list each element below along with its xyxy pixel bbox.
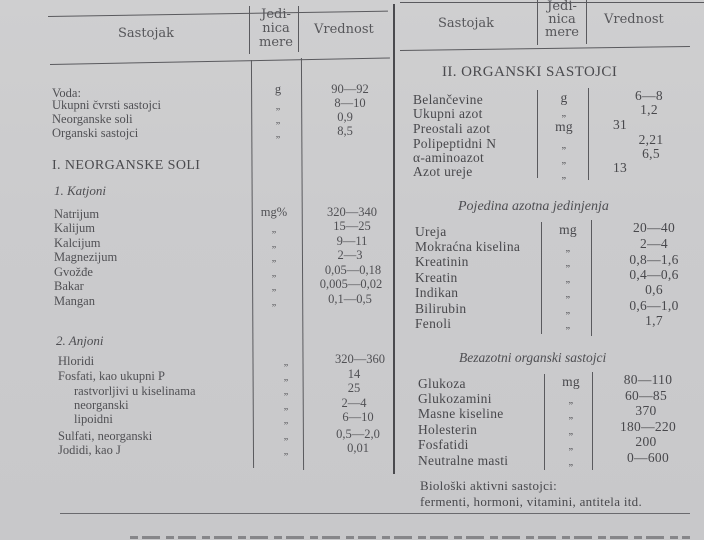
left-header-top-rule (48, 11, 388, 17)
table-row: rastvorljivi u kiselinama „ 25 (74, 381, 361, 398)
right-header-value: Vrednost (604, 12, 664, 27)
left-header-divider-2 (298, 6, 299, 52)
table-row: Hloridi „ 320—360 (58, 352, 385, 368)
table-row: Fosfati, kao ukupni P „ 14 (58, 366, 361, 383)
table-row: Magnezijum „ 2—3 (54, 248, 363, 264)
table-row: α-aminoazot „ 6,5 (413, 145, 660, 166)
table-row: Organski sastojci „ 8,5 (52, 124, 353, 140)
anions-rows (58, 352, 398, 457)
table-row: Kreatin „ 0,4—0,6 (415, 266, 679, 285)
table-row: Kreatinin „ 0,8—1,6 (415, 252, 679, 269)
table-row: Natrijum mg% 320—340 (54, 205, 377, 221)
section-title-inorganic: I. NEORGANSKE SOLI (52, 158, 201, 173)
cations-rows (54, 205, 394, 306)
right-header-bottom-rule (400, 46, 690, 51)
right-header-component: Sastojak (438, 16, 495, 31)
subsection-title-anions: 2. Anjoni (56, 333, 104, 348)
table-row: Kalijum „ 15—25 (54, 219, 371, 235)
right-header-unit: Jedi- nica mere (545, 0, 579, 40)
organic-rows (413, 90, 703, 181)
table-row: Voda: g 90—92 (52, 82, 369, 100)
table-row: Neutralne masti „ 0—600 (418, 449, 669, 468)
left-header-component: Sastojak (118, 26, 175, 41)
table-row: Bakar „ 0,005—0,02 (54, 277, 383, 293)
table-row: Belančevine g 6—8 (413, 88, 663, 107)
table-row: Neorganske soli „ 0,9 (52, 110, 353, 126)
footnote-line-2: fermenti, hormoni, vitamini, antitela itd. (420, 494, 642, 509)
table-row: Ukupni čvrsti sastojci „ 8—10 (52, 96, 366, 112)
left-header-bottom-rule (50, 57, 390, 65)
table-row: Ureja mg 20—40 (415, 220, 675, 239)
table-row: Bilirubin „ 0,6—1,0 (415, 297, 679, 316)
table-row: Mangan „ 0,1—0,5 (54, 291, 372, 308)
table-row: Holesterin „ 180—220 (418, 418, 677, 437)
non-nitrogen-rows (418, 374, 704, 467)
table-row: Azot ureje „ 13 (413, 159, 628, 181)
table-row: Fosfatidi „ 200 (418, 434, 657, 452)
table-row: Fenoli „ 1,7 (415, 313, 663, 331)
table-row: lipoidni „ 6—10 (74, 410, 374, 426)
table-row: Indikan „ 0,6 (415, 282, 663, 300)
table-row: Glukozamini „ 60—85 (418, 387, 667, 406)
left-header-divider-1 (249, 6, 250, 54)
table-row: Jodidi, kao J „ 0,01 (58, 441, 369, 457)
left-header-unit: Jedi- nica mere (259, 7, 293, 50)
subsection-title-non-nitrogen: Bezazotni organski sastojci (459, 350, 607, 365)
table-row: Mokraćna kiselina „ 2—4 (415, 235, 668, 254)
table-row: Glukoza mg 80—110 (418, 372, 673, 391)
table-row: Kalcijum „ 9—11 (54, 233, 368, 250)
nitrogen-rows (415, 222, 704, 331)
right-header-divider-1 (537, 0, 538, 45)
table-row: Preostali azot mg 31 (413, 116, 628, 136)
cut-off-body-text (130, 534, 690, 540)
table-row: Ukupni azot „ 1,2 (413, 101, 658, 121)
section-title-organic: II. ORGANSKI SASTOJCI (442, 64, 618, 80)
subsection-title-cations: 1. Katjoni (54, 183, 107, 198)
table-row: Sulfati, neorganski „ 0,5—2,0 (58, 426, 380, 443)
table-bottom-rule (60, 513, 690, 514)
general-rows (52, 82, 392, 138)
table-row: neorganski „ 2—4 (74, 395, 367, 412)
table-row: Polipeptidni N „ 2,21 (413, 131, 664, 151)
table-row: Gvožđe „ 0,05—0,18 (54, 262, 382, 279)
subsection-title-nitrogen: Pojedina azotna jedinjenja (458, 199, 609, 214)
footnote-line-1: Biološki aktivni sastojci: (420, 478, 558, 493)
table-row: Masne kiseline „ 370 (418, 403, 657, 421)
left-header-value: Vrednost (314, 22, 374, 37)
right-header-divider-2 (586, 0, 587, 44)
